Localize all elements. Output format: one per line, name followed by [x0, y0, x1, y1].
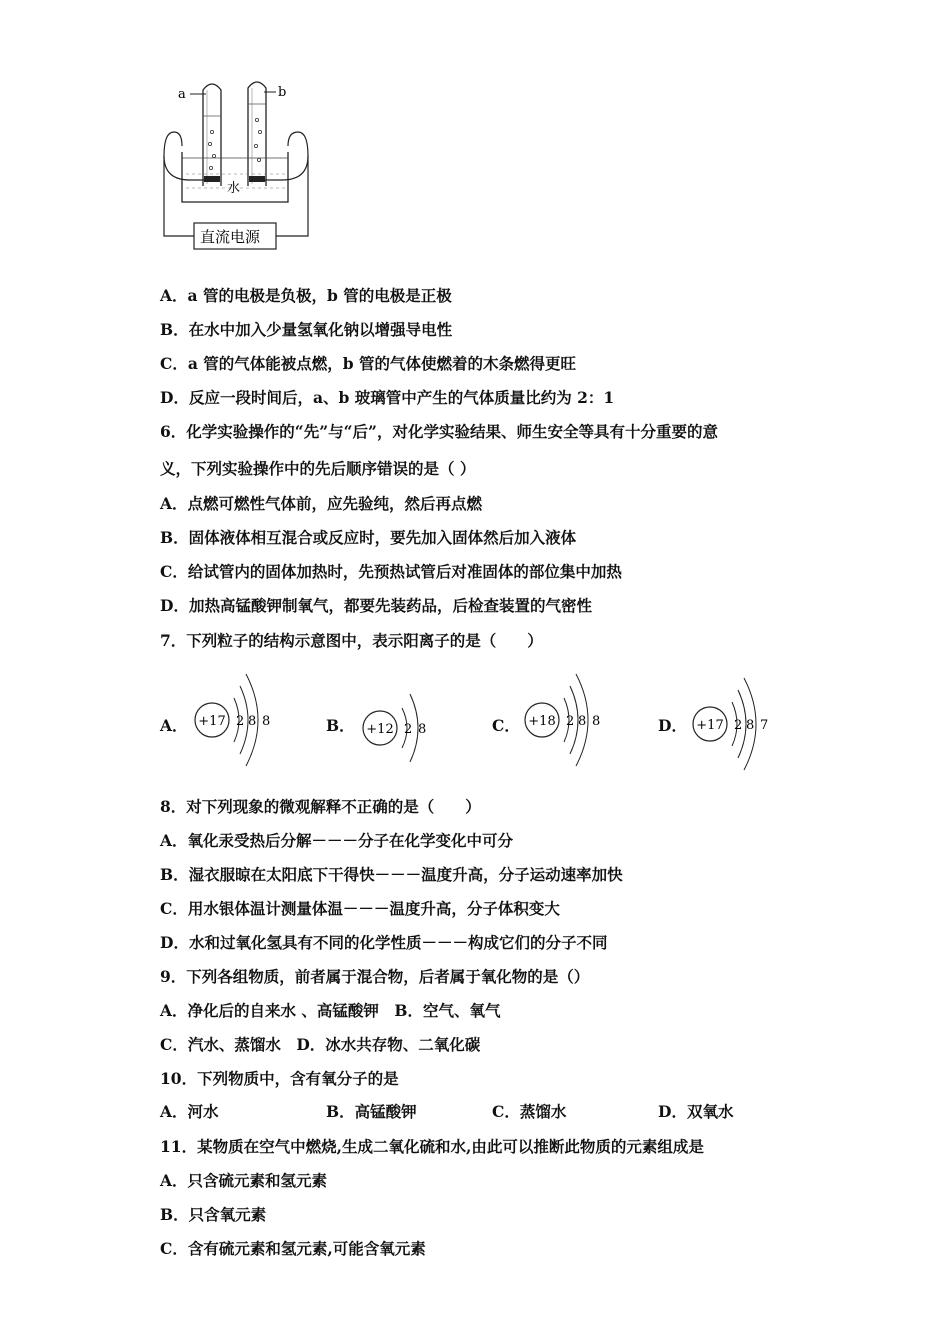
shell3-c: 8 [592, 714, 601, 729]
q6-option-c: C．给试管内的固体加热时，先预热试管后对准固体的部位集中加热 [160, 562, 622, 581]
q7-option-c-label: C． [492, 716, 520, 735]
q10-stem: 10．下列物质中，含有氧分子的是 [160, 1069, 399, 1088]
electrode-b [249, 176, 265, 182]
q7-option-a-label: A． [160, 716, 188, 735]
q6-option-d: D．加热高锰酸钾制氧气，都要先装药品，后检查装置的气密性 [160, 596, 592, 615]
q10-option-a: A．河水 [160, 1102, 219, 1121]
tube-a [203, 84, 221, 186]
q10-option-c: C．蒸馏水 [492, 1102, 567, 1121]
q9-stem: 9．下列各组物质，前者属于混合物，后者属于氧化物的是（） [160, 967, 590, 986]
q8-option-d: D．水和过氧化氢具有不同的化学性质－－－构成它们的分子不同 [160, 933, 608, 952]
power-label: 直流电源 [200, 228, 261, 246]
shell2-a: 8 [248, 714, 257, 729]
electrolysis-apparatus-figure [160, 76, 320, 251]
q8-option-b: B．湿衣服晾在太阳底下干得快－－－温度升高，分子运动速率加快 [160, 865, 623, 884]
atom-diagram-b [344, 668, 454, 780]
tube-b [248, 82, 266, 186]
electrolysis-diagram [160, 76, 320, 251]
q6-stem-line2: 义，下列实验操作中的先后顺序错误的是（ ） [160, 459, 476, 478]
q7-option-b-label: B． [326, 716, 355, 735]
shell3-a: 8 [262, 714, 271, 729]
q6-option-a: A．点燃可燃性气体前，应先验纯，然后再点燃 [160, 494, 483, 513]
q10-option-d: D．双氧水 [658, 1102, 734, 1121]
q11-option-b: B．只含氧元素 [160, 1205, 267, 1224]
q11-option-c: C．含有硫元素和氢元素,可能含氧元素 [160, 1239, 426, 1258]
q5-option-a: A．a 管的电极是负极，b 管的电极是正极 [160, 286, 452, 305]
q8-option-a: A．氧化汞受热后分解－－－分子在化学变化中可分 [160, 831, 514, 850]
q5-option-d: D．反应一段时间后，a、b 玻璃管中产生的气体质量比约为 2：1 [160, 388, 615, 407]
shell2-c: 8 [578, 714, 587, 729]
q10-option-b: B．高锰酸钾 [326, 1102, 417, 1121]
nucleus-b: +12 [366, 722, 394, 737]
q10-options-row [160, 1102, 760, 1122]
nucleus-c: +18 [528, 714, 556, 729]
atom-diagram-a [178, 668, 288, 780]
q6-option-b: B．固体液体相互混合或反应时，要先加入固体然后加入液体 [160, 528, 577, 547]
shell1-a: 2 [236, 714, 245, 729]
q11-stem: 11．某物质在空气中燃烧,生成二氧化硫和水,由此可以推断此物质的元素组成是 [160, 1137, 704, 1156]
q9-options-line2: C．汽水、蒸馏水 D．冰水共存物、二氧化碳 [160, 1035, 481, 1054]
q5-option-b: B．在水中加入少量氢氧化钠以增强导电性 [160, 320, 453, 339]
q7-atom-diagrams [160, 668, 800, 780]
q7-stem: 7．下列粒子的结构示意图中，表示阳离子的是（ ） [160, 631, 543, 650]
q7-option-d-label: D． [658, 716, 687, 735]
nucleus-a: +17 [198, 714, 226, 729]
atom-diagram-c [510, 668, 620, 780]
shell2-d: 8 [746, 718, 755, 733]
electrode-a [204, 176, 220, 182]
q5-option-c: C．a 管的气体能被点燃，b 管的气体使燃着的木条燃得更旺 [160, 354, 577, 373]
q6-stem-line1: 6．化学实验操作的“先”与“后”，对化学实验结果、师生安全等具有十分重要的意 [160, 422, 718, 441]
shell1-d: 2 [734, 718, 743, 733]
water-label: 水 [227, 181, 241, 196]
shell1-c: 2 [566, 714, 575, 729]
nucleus-d: +17 [696, 718, 724, 733]
q11-option-a: A．只含硫元素和氢元素 [160, 1171, 328, 1190]
shell2-b: 8 [418, 722, 427, 737]
q8-stem: 8．对下列现象的微观解释不正确的是（ ） [160, 797, 481, 816]
tube-b-label: b [278, 85, 287, 100]
shell1-b: 2 [404, 722, 413, 737]
tube-a-label: a [178, 87, 186, 102]
shell3-d: 7 [760, 718, 769, 733]
q9-options-line1: A．净化后的自来水 、高锰酸钾 B．空气、氧气 [160, 1001, 501, 1020]
atom-diagram-d [676, 668, 786, 780]
q8-option-c: C．用水银体温计测量体温－－－温度升高，分子体积变大 [160, 899, 560, 918]
